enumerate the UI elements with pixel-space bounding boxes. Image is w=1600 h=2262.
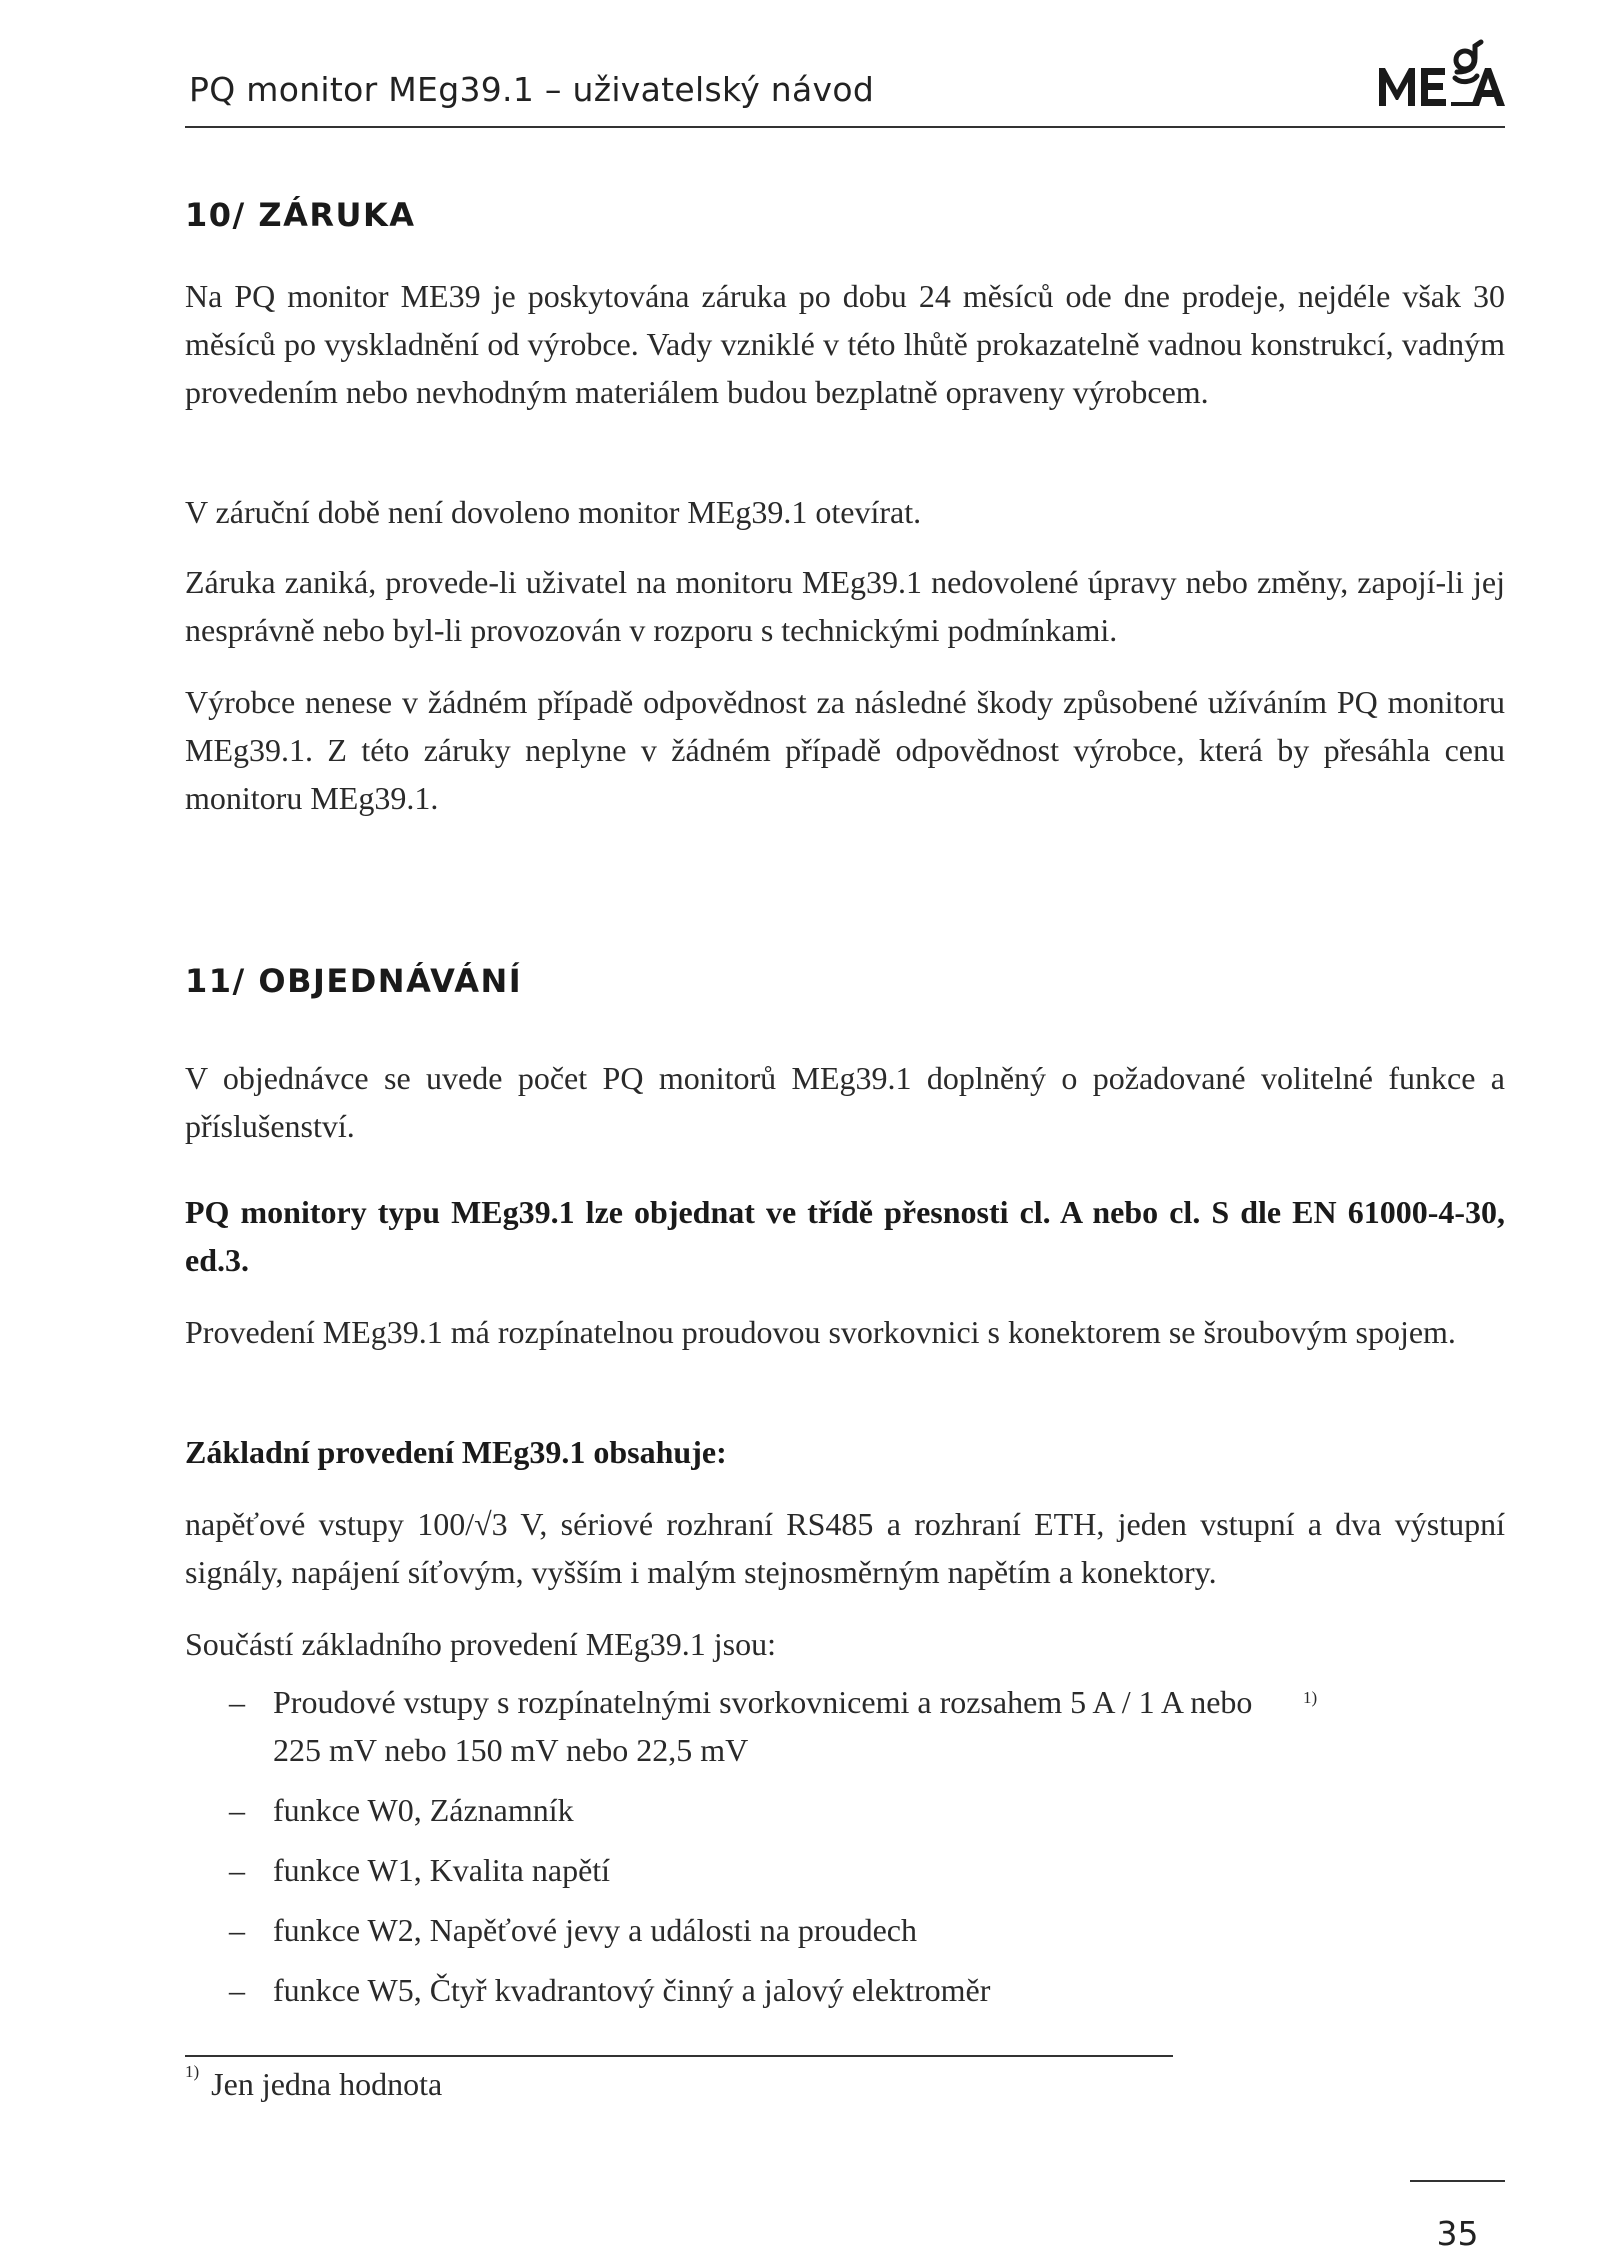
terminal-note: Provedení MEg39.1 má rozpínatelnou proudovou svorkovnici s konektorem se šroubovým spojem. [185,1314,1456,1350]
footnote-reference: 1) [1303,1688,1318,1707]
basic-version-contents: napěťové vstupy 100/√3 V, sériové rozhraní RS485 a rozhraní ETH, jeden vstupní a dva výstupní signály, napájení síťovým, vyšším i malým stejnosměrným napětím a konektory. [185,1506,1505,1590]
footnote-marker: 1) [185,2062,200,2081]
list-item-text: Proudové vstupy s rozpínatelnými svorkovnicemi a rozsahem 5 A / 1 A nebo 225 mV nebo 150 mV nebo 22,5 mV [273,1684,1253,1768]
ordering-intro: V objednávce se uvede počet PQ monitorů MEg39.1 doplněný o požadované volitelné funkce a příslušenství. [185,1060,1505,1144]
parts-list [185,1678,1505,2026]
list-item [185,1846,1505,1894]
list-dash: – [229,1912,245,1948]
section-heading-warranty: 10/ ZÁRUKA [185,196,416,234]
document-title: PQ monitor MEg39.1 – uživatelský návod [189,70,875,109]
list-item-text: funkce W1, Kvalita napětí [273,1852,611,1888]
list-item-text: funkce W2, Napěťové jevy a události na proudech [273,1912,917,1948]
warranty-paragraph-4: Výrobce nenese v žádném případě odpovědnost za následné škody způsobené užíváním PQ monitoru MEg39.1. Z této záruky neplyne v žádném případě odpovědnost výrobce, která by přesáhla cenu monitoru MEg39.1. [185,684,1505,816]
footnote-divider [185,2055,1173,2057]
list-item [185,1786,1505,1834]
list-item [185,1966,1505,2014]
accuracy-class-note: PQ monitory typu MEg39.1 lze objednat ve třídě přesnosti cl. A nebo cl. S dle EN 61000-4-30, ed.3. [185,1194,1505,1278]
page-number: 35 [1436,2214,1479,2253]
page-header [185,68,1505,128]
warranty-paragraph-1: Na PQ monitor ME39 je poskytována záruka po dobu 24 měsíců ode dne prodeje, nejdéle však 30 měsíců po vyskladnění od výrobce. Vady vzniklé v této lhůtě prokazatelně vadnou konstrukcí, vadným provedením nebo nevhodným materiálem budou bezplatně opraveny výrobcem. [185,278,1505,410]
page-number-divider [1410,2180,1505,2182]
list-item-text: funkce W5, Čtyř kvadrantový činný a jalový elektroměr [273,1972,991,2008]
basic-version-heading: Základní provedení MEg39.1 obsahuje: [185,1434,727,1470]
footnote [185,2062,443,2103]
list-item [185,1678,1505,1774]
footnote-text: Jen jedna hodnota [211,2066,443,2102]
parts-heading: Součástí základního provedení MEg39.1 jsou: [185,1626,777,1662]
list-dash: – [229,1972,245,2008]
list-dash: – [229,1792,245,1828]
list-dash: – [229,1852,245,1888]
list-item [185,1906,1505,1954]
section-heading-ordering: 11/ OBJEDNÁVÁNÍ [185,962,523,1000]
list-item-text: funkce W0, Záznamník [273,1792,574,1828]
warranty-paragraph-3: Záruka zaniká, provede-li uživatel na monitoru MEg39.1 nedovolené úpravy nebo změny, zapojí-li jej nesprávně nebo byl-li provozován v rozporu s technickými podmínkami. [185,564,1505,648]
mega-logo [1375,38,1505,116]
list-dash: – [229,1684,245,1720]
warranty-paragraph-2: V záruční době není dovoleno monitor MEg39.1 otevírat. [185,494,922,530]
